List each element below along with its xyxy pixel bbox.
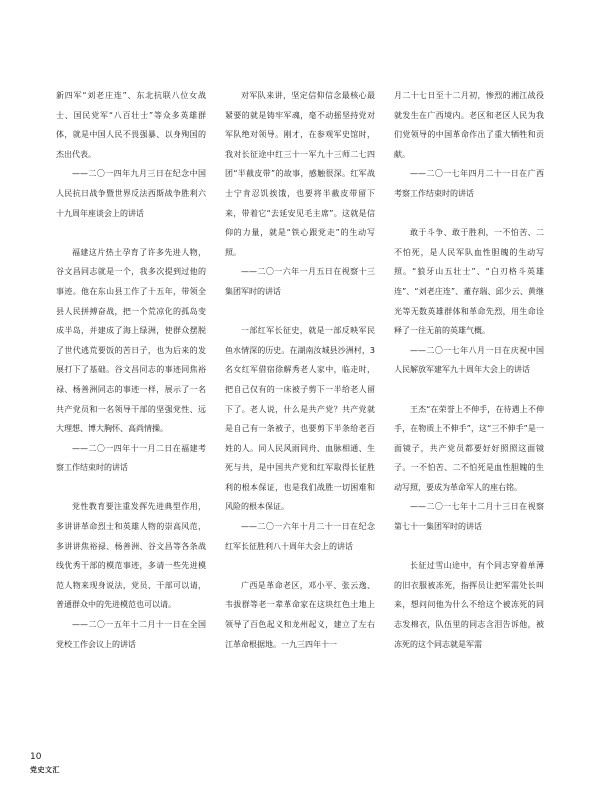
column-2 [225, 86, 375, 654]
speech-source: ——二〇一四年九月三日在纪念中国人民抗日战争暨世界反法西斯战争胜利六十九周年座谈会上的讲话 [56, 169, 206, 218]
paragraph: 长征过雪山途中，有个同志穿着单薄的旧衣服被冻死，指挥员让把军需处长叫来，想问问他为什么不给这个被冻死的同志发棉衣，队伍里的同志含泪告诉他，被冻死的这个同志就是军需 [394, 561, 544, 649]
column-1 [56, 86, 206, 654]
paragraph: 福建这片热土孕育了许多先进人物，谷文昌同志就是一个，我多次提到过他的事迹。他在东山县工作了十五年，带领全县人民拼搏奋战，把一个荒凉化的孤岛变成半岛，并建成了海上绿洲，使群众摆脱了世代逃荒要饭的苦日子，也为后来的发展打下了基础。谷文昌同志的事迹同焦裕禄、杨善洲同志的事迹一样，展示了一名共产党员和一名领导干部的坚强党性、远大理想、博大胸怀、高尚情操。 [56, 247, 206, 434]
paragraph: 王杰“在荣誉上不伸手，在待遇上不伸手，在物质上不伸手”，这“三不伸手”是一面镜子，共产党员都要好好照照这面镜子。一不怕苦、二不怕死是血性胆魄的生动写照，要成为革命军人的座右铭。 [394, 404, 544, 492]
speech-source: ——二〇一六年十月二十一日在纪念红军长征胜利八十周年大会上的讲话 [225, 522, 375, 551]
paragraph: 党性教育要注重发挥先进典型作用，多讲讲革命烈士和英雄人物的崇高风范，多讲讲焦裕禄、杨善洲、谷文昌等各条战线优秀干部的模范事迹，多请一些先进模范人物来现身说法，党员、干部可以请，普通群众中的先进模范也可以请。 [56, 502, 206, 610]
speech-source: ——二〇一七年四月二十一日在广西考察工作结束时的讲话 [394, 169, 544, 198]
paragraph: 月二十七日至十二月初，惨烈的湘江战役就发生在广西境内。老区和老区人民为我们党领导的中国革命作出了重大牺牲和贡献。 [394, 91, 544, 159]
speech-source: ——二〇一四年十一月二日在福建考察工作结束时的讲话 [56, 443, 206, 473]
column-3 [394, 86, 544, 654]
publication-logo: 党史文汇 [30, 766, 60, 774]
paragraph: 敢于斗争、敢于胜利，一不怕苦、二不怕死，是人民军队血性胆魄的生动写照。“狼牙山五壮士”、“白刃格斗英雄连”、“刘老庄连”、董存瑞、邱少云、黄继光等无数英雄群体和革命先烈，用生命诠释了一往无前的英雄气概。 [394, 228, 544, 336]
paragraph: 新四军“刘老庄连”、东北抗联八位女战士、国民党军“八百壮士”等众多英雄群体，就是中国人民不畏强暴、以身殉国的杰出代表。 [56, 91, 206, 159]
paragraph: 对军队来讲，坚定信仰信念最核心最紧要的就是铸牢军魂，毫不动摇坚持党对军队绝对领导。刚才，在参观军史馆时，我对长征途中红三十一军九十三师二七四团“半截皮带”的故事，感触很深。红军战士宁肯忍饥挨饿，也要将半截皮带留下来，带着它“去延安见毛主席”。这就是信仰的力量，就是“铁心跟党走”的生动写照。 [225, 91, 375, 257]
speech-source: ——二〇一七年十二月十三日在视察第七十一集团军时的讲话 [394, 502, 544, 532]
page-number: 10 [30, 752, 42, 762]
speech-source: ——二〇一六年一月五日在视察十三集团军时的讲话 [225, 267, 375, 296]
speech-source: ——二〇一五年十二月十一日在全国党校工作会议上的讲话 [56, 620, 206, 649]
speech-source: ——二〇一七年八月一日在庆祝中国人民解放军建军九十周年大会上的讲话 [394, 345, 544, 375]
paragraph: 广西是革命老区，邓小平、张云逸、韦拔群等老一辈革命家在这块红色土地上领导了百色起义和龙州起义，建立了左右江革命根据地。一九三四年十一 [225, 580, 375, 649]
paragraph: 一部红军长征史，就是一部反映军民鱼水情深的历史。在湖南汝城县沙洲村，3名女红军借宿徐解秀老人家中，临走时，把自己仅有的一床被子剪下一半给老人留下了。老人说，什么是共产党？共产党就是自己有一条被子，也要剪下半条给老百姓的人。同人民风雨同舟、血脉相通、生死与共，是中国共产党和红军取得长征胜利的根本保证，也是我们战胜一切困难和风险的根本保证。 [225, 326, 375, 512]
